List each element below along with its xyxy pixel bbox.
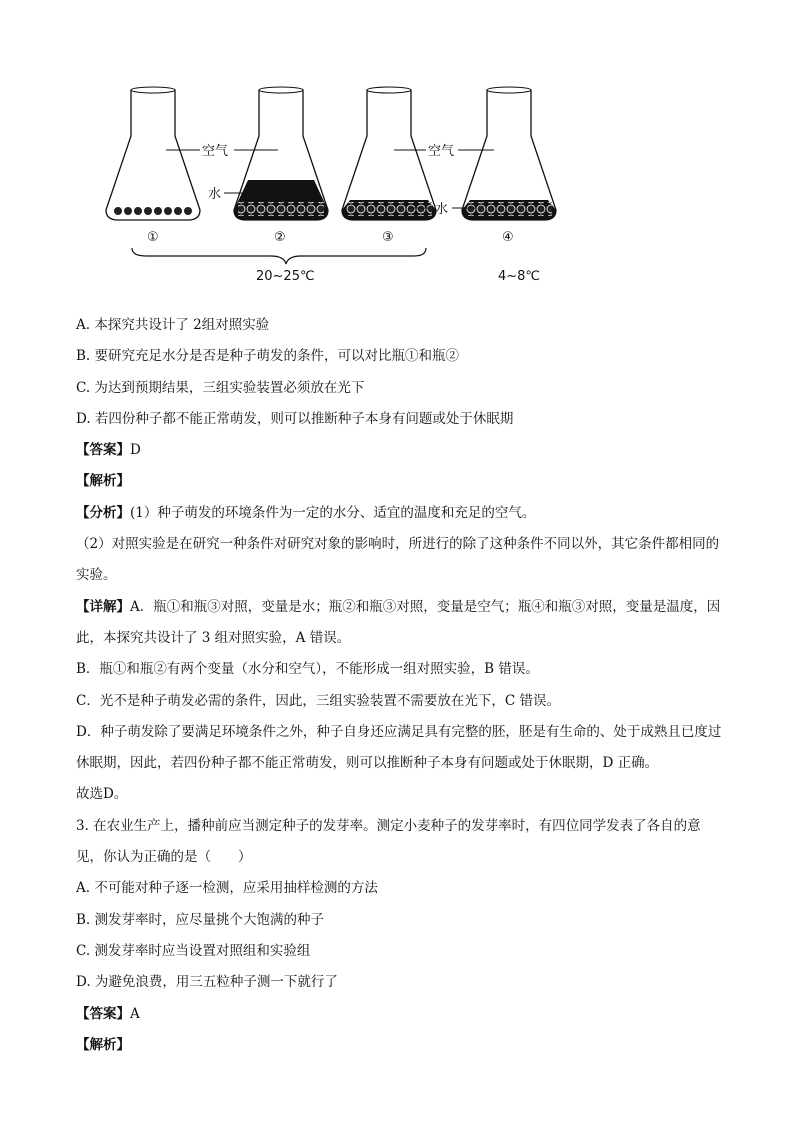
q3-option-d: D. 为避免浪费，用三五粒种子测一下就行了 bbox=[76, 974, 338, 991]
q2-answer bbox=[76, 435, 726, 466]
flask-4 bbox=[462, 87, 556, 220]
question-content bbox=[76, 310, 726, 1061]
label-air-left: 空气 bbox=[202, 144, 229, 159]
q2-analysis-tag: 【解析】 bbox=[76, 473, 130, 490]
label-air-right: 空气 bbox=[428, 144, 455, 159]
flask-label-4: ④ bbox=[502, 230, 514, 245]
temp-group-label: 20~25℃ bbox=[256, 269, 315, 284]
q3-answer-tag: 【答案】 bbox=[76, 1005, 130, 1022]
q3-answer-value: A bbox=[130, 1005, 140, 1022]
q2-detail-b: B．瓶①和瓶②有两个变量（水分和空气），不能形成一组对照实验，B 错误。 bbox=[76, 661, 539, 678]
q2-detail-c: C．光不是种子萌发必需的条件，因此，三组实验装置不需要放在光下，C 错误。 bbox=[76, 692, 560, 709]
flask-label-1: ① bbox=[147, 230, 159, 245]
temp-single-label: 4~8℃ bbox=[498, 269, 541, 284]
q3-answer bbox=[76, 999, 726, 1030]
seeds-flask-4 bbox=[466, 202, 552, 216]
detail-tag: 【详解】 bbox=[76, 598, 130, 615]
label-water-right: 水 bbox=[435, 202, 449, 217]
answer-value: D bbox=[130, 442, 141, 459]
flask-label-3: ③ bbox=[382, 230, 394, 245]
q3-option-a: A. 不可能对种子逐一检测，应采用抽样检测的方法 bbox=[76, 880, 378, 897]
q3-stem: 3. 在农业生产上，播种前应当测定种子的发芽率。测定小麦种子的发芽率时，有四位同学发表了各自的意见，你认为正确的是（ ） bbox=[76, 817, 701, 866]
q2-fenxi-2: （2）对照实验是在研究一种条件对研究对象的影响时，所进行的除了这种条件不同以外，其它条件都相同的实验。 bbox=[76, 536, 720, 584]
group-brace bbox=[132, 248, 426, 264]
q3-analysis-tag: 【解析】 bbox=[76, 1036, 130, 1053]
flask-2 bbox=[234, 87, 328, 220]
q2-option-a: A. 本探究共设计了 2组对照实验 bbox=[76, 317, 270, 333]
flask-3 bbox=[342, 87, 436, 220]
flask-label-2: ② bbox=[274, 230, 286, 245]
q3-option-b: B. 测发芽率时，应尽量挑个大饱满的种子 bbox=[76, 911, 325, 928]
q2-option-b: B. 要研究充足水分是否是种子萌发的条件，可以对比瓶①和瓶② bbox=[76, 348, 460, 365]
detail-a-text: A．瓶①和瓶③对照，变量是水；瓶②和瓶③对照，变量是空气；瓶④和瓶③对照，变量是温度，因此，本探究共设计了 3 组对照实验，A 错误。 bbox=[76, 598, 721, 646]
answer-tag: 【答案】 bbox=[76, 442, 130, 459]
flask-1 bbox=[106, 87, 200, 220]
q2-detail-a bbox=[76, 592, 726, 655]
q2-option-d: D. 若四份种子都不能正常萌发，则可以推断种子本身有问题或处于休眠期 bbox=[76, 410, 514, 427]
q3-option-c: C. 测发芽率时应当设置对照组和实验组 bbox=[76, 942, 311, 959]
q2-choose: 故选D。 bbox=[76, 786, 128, 803]
seeds-flask-3 bbox=[346, 202, 432, 216]
q2-detail-d: D．种子萌发除了要满足环境条件之外，种子自身还应满足具有完整的胚，胚是有生命的、处于成熟且已度过休眠期，因此，若四份种子都不能正常萌发，则可以推断种子本身有问题或处于休眠期，D 正确。 bbox=[76, 723, 722, 772]
fenxi-tag: 【分析】 bbox=[76, 504, 130, 521]
q2-fenxi-1 bbox=[76, 498, 726, 529]
flask-experiment-figure bbox=[96, 84, 566, 284]
label-water-left: 水 bbox=[208, 187, 222, 202]
seeds-flask-2 bbox=[238, 202, 324, 216]
q2-option-c: C. 为达到预期结果，三组实验装置必须放在光下 bbox=[76, 379, 365, 396]
fenxi-text-1: (1）种子萌发的环境条件为一定的水分、适宜的温度和充足的空气。 bbox=[130, 504, 536, 521]
flask-diagram bbox=[96, 84, 566, 284]
